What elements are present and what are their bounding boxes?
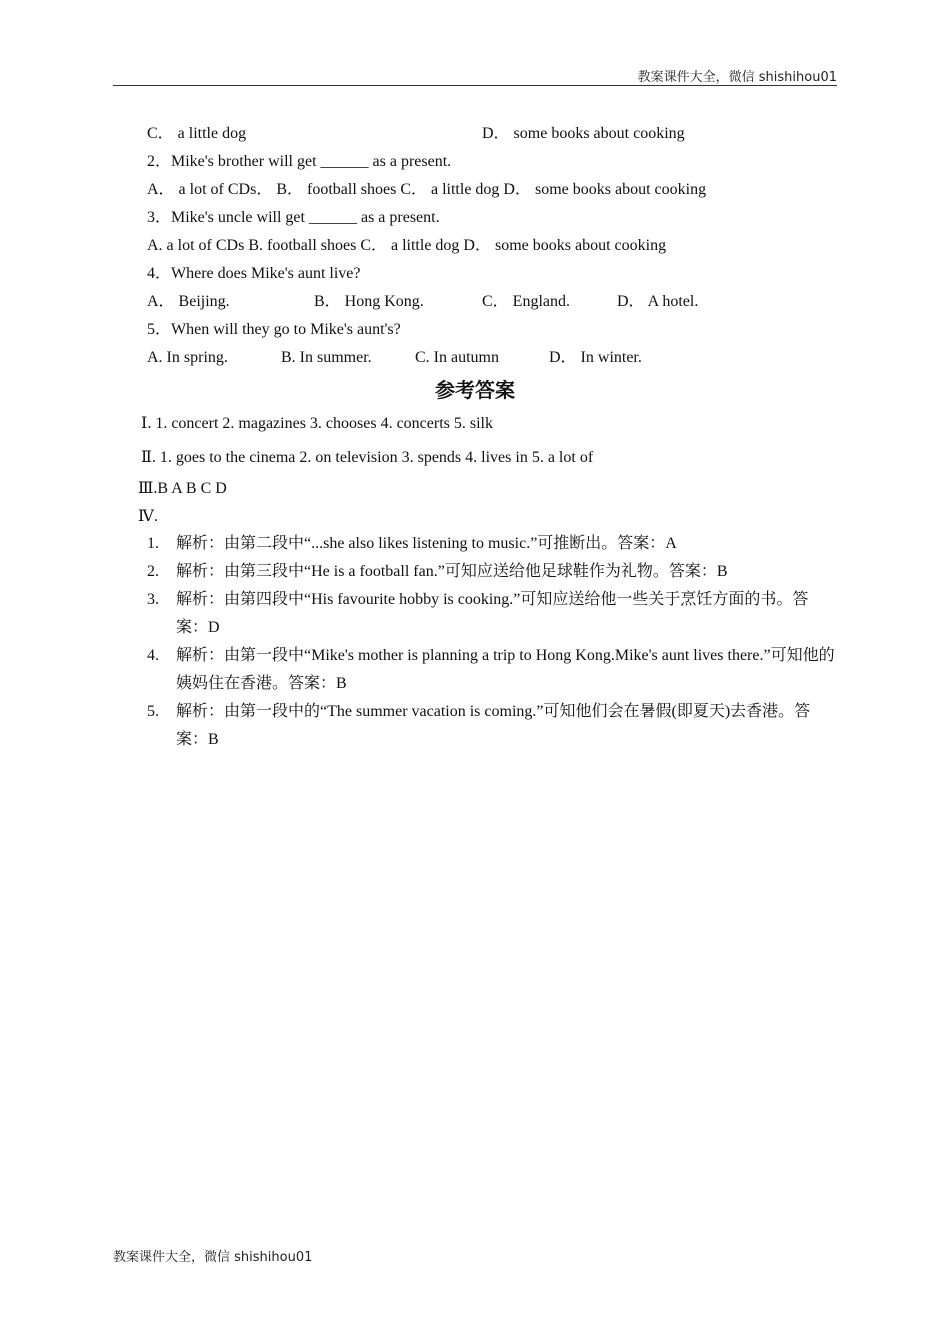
q5-option-c: C. In autumn [415, 349, 499, 366]
explanation-text: 解析：由第三段中“He is a football fan.”可知应送给他足球鞋作为礼物。答案：B [176, 563, 728, 580]
explanation-text: 解析：由第四段中“His favourite hobby is cooking.”可知应送给他一些关于烹饪方面的书。答案：D [176, 591, 809, 636]
q5-question: 5．When will they go to Mike's aunt's? [147, 321, 401, 338]
q4-question: 4．Where does Mike's aunt live? [147, 265, 361, 282]
q4-option-b: B． Hong Kong. [314, 293, 424, 310]
explanation-number: 2. [147, 563, 159, 580]
answers-part1: Ⅰ. 1. concert 2. magazines 3. chooses 4. concerts 5. silk [141, 415, 493, 432]
q1-option-d: D． some books about cooking [482, 125, 685, 142]
page-footer: 教案课件大全，微信 shishihou01 [113, 1250, 313, 1265]
answers-part2: Ⅱ. 1. goes to the cinema 2. on television 3. spends 4. lives in 5. a lot of [141, 449, 594, 466]
q2-options: A． a lot of CDs． B． football shoes C． a little dog D． some books about cooking [147, 181, 707, 198]
q5-option-a: A. In spring. [147, 349, 228, 366]
q3-question: 3．Mike's uncle will get ______ as a present. [147, 209, 440, 226]
q2-question: 2．Mike's brother will get ______ as a present. [147, 153, 452, 170]
q4-option-a: A． Beijing. [147, 293, 230, 310]
explanation-number: 4. [147, 647, 159, 664]
explanation-number: 1. [147, 535, 159, 552]
q4-option-d: D． A hotel. [617, 293, 699, 310]
q1-option-c: C． a little dog [147, 125, 247, 142]
explanation-text: 解析：由第一段中的“The summer vacation is coming.”可知他们会在暑假(即夏天)去香港。答案：B [176, 703, 811, 748]
explanation-text: 解析：由第二段中“...she also likes listening to music.”可推断出。答案：A [176, 535, 677, 552]
q5-option-d: D． In winter. [549, 349, 642, 366]
q5-option-b: B. In summer. [281, 349, 372, 366]
q4-option-c: C． England. [482, 293, 570, 310]
explanation-number: 5. [147, 703, 159, 720]
page-header: 教案课件大全，微信 shishihou01 [637, 70, 837, 85]
header-rule [113, 85, 837, 86]
answers-part3: Ⅲ.B A B C D [138, 480, 227, 497]
q3-options: A. a lot of CDs B. football shoes C． a little dog D． some books about cooking [147, 237, 667, 254]
explanation-number: 3. [147, 591, 159, 608]
answers-part4-label: Ⅳ. [138, 508, 158, 525]
explanation-text: 解析：由第一段中“Mike's mother is planning a trip to Hong Kong.Mike's aunt lives there.”可知他的姨妈住在香港。答案：B [176, 647, 835, 692]
answers-title: 参考答案 [435, 378, 515, 402]
